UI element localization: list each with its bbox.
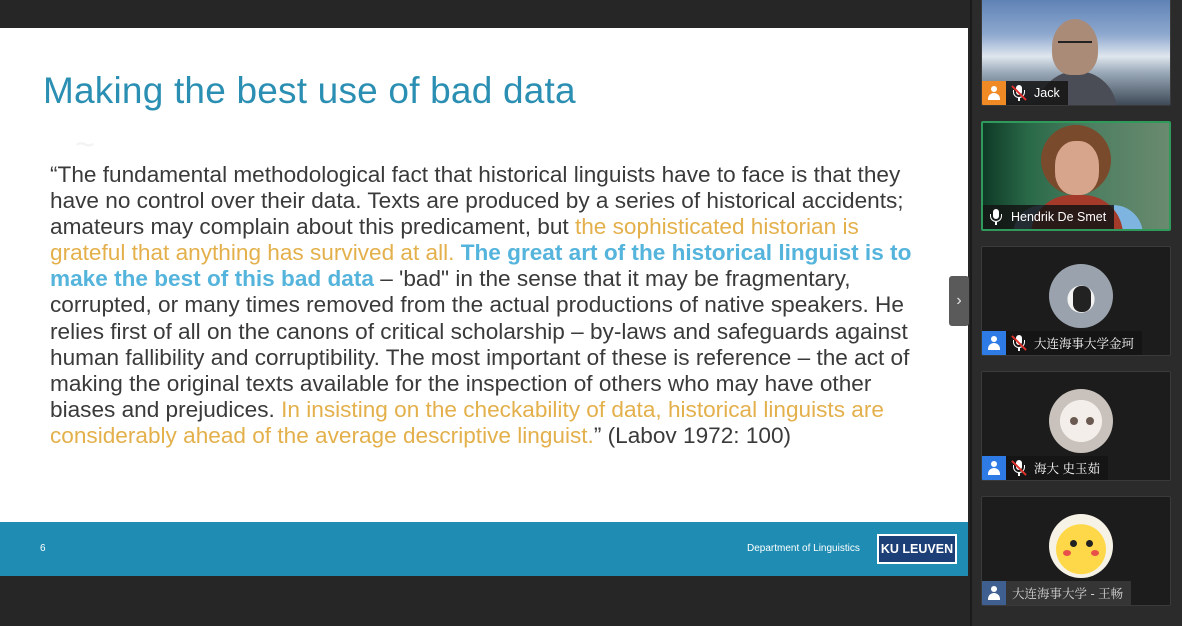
presentation-slide [0,28,968,576]
quote-highlight-gold: the sophisticated historian is grateful that anything has survived at all. [50,214,859,266]
mic-icon [987,208,1005,226]
participant-gallery [972,0,1182,626]
quote-text: – 'bad" in the sense that it may be fragmentary, corrupted, or many times removed from the actual productions of native speakers. He relies first of all on the canons of critical scholarship – by-laws and safeguards against human fallibility and corruptibility. The most important of these is reference – the act of making the original texts available for the inspection of others who may have other biases and prejudices. [50,266,910,422]
slide-footer [0,522,968,576]
mic-muted-icon [1010,459,1028,477]
user-icon [982,581,1006,605]
participant-name-bar [982,331,1142,355]
quote-highlight-gold: In insisting on the checkability of data, historical linguists are considerably ahead of the average descriptive linguist. [50,396,884,448]
participant-tile[interactable] [981,0,1171,106]
participant-name-bar [983,205,1114,229]
slide-quote [50,162,930,449]
slide-background-watermark: ~ [75,126,96,164]
quote-citation: ” (Labov 1972: 100) [593,422,792,448]
avatar [1049,264,1113,328]
participant-name: 海大 史玉茹 [1034,462,1100,476]
avatar [1049,514,1113,578]
participant-name: Jack [1034,86,1060,100]
video-person-face [1055,141,1099,195]
chevron-right-icon: › [956,292,962,309]
collapse-gallery-button[interactable] [949,276,969,326]
mic-muted-icon [1010,84,1028,102]
participant-tile-active-speaker[interactable] [981,121,1171,231]
participant-tile[interactable] [981,246,1171,356]
ku-leuven-logo: KU LEUVEN [877,534,957,564]
video-person-glasses [1058,41,1092,51]
participant-name-bar [982,81,1068,105]
participant-name: Hendrik De Smet [1011,210,1107,224]
department-label: Department of Linguistics [747,543,860,554]
participant-tile[interactable] [981,496,1171,606]
slide-title: Making the best use of bad data [43,70,576,111]
user-icon [982,331,1006,355]
participant-name: 大连海事大学金珂 [1034,337,1135,351]
avatar [1049,389,1113,453]
participant-name-bar [982,581,1131,605]
user-icon [982,81,1006,105]
participant-tile[interactable] [981,371,1171,481]
mic-muted-icon [1010,334,1028,352]
user-icon [982,456,1006,480]
participant-name-bar [982,456,1108,480]
quote-text: “The fundamental methodological fact that historical linguists have to face is that they have no control over their data. Texts are produced by a series of historical accidents; amateurs may complain about this predicament, but [50,162,904,240]
participant-name: 大连海事大学 - 王畅 [1012,587,1124,601]
quote-highlight-blue: The great art of the historical linguist is to make the best of this bad data [50,240,912,292]
page-number: 6 [40,543,46,554]
